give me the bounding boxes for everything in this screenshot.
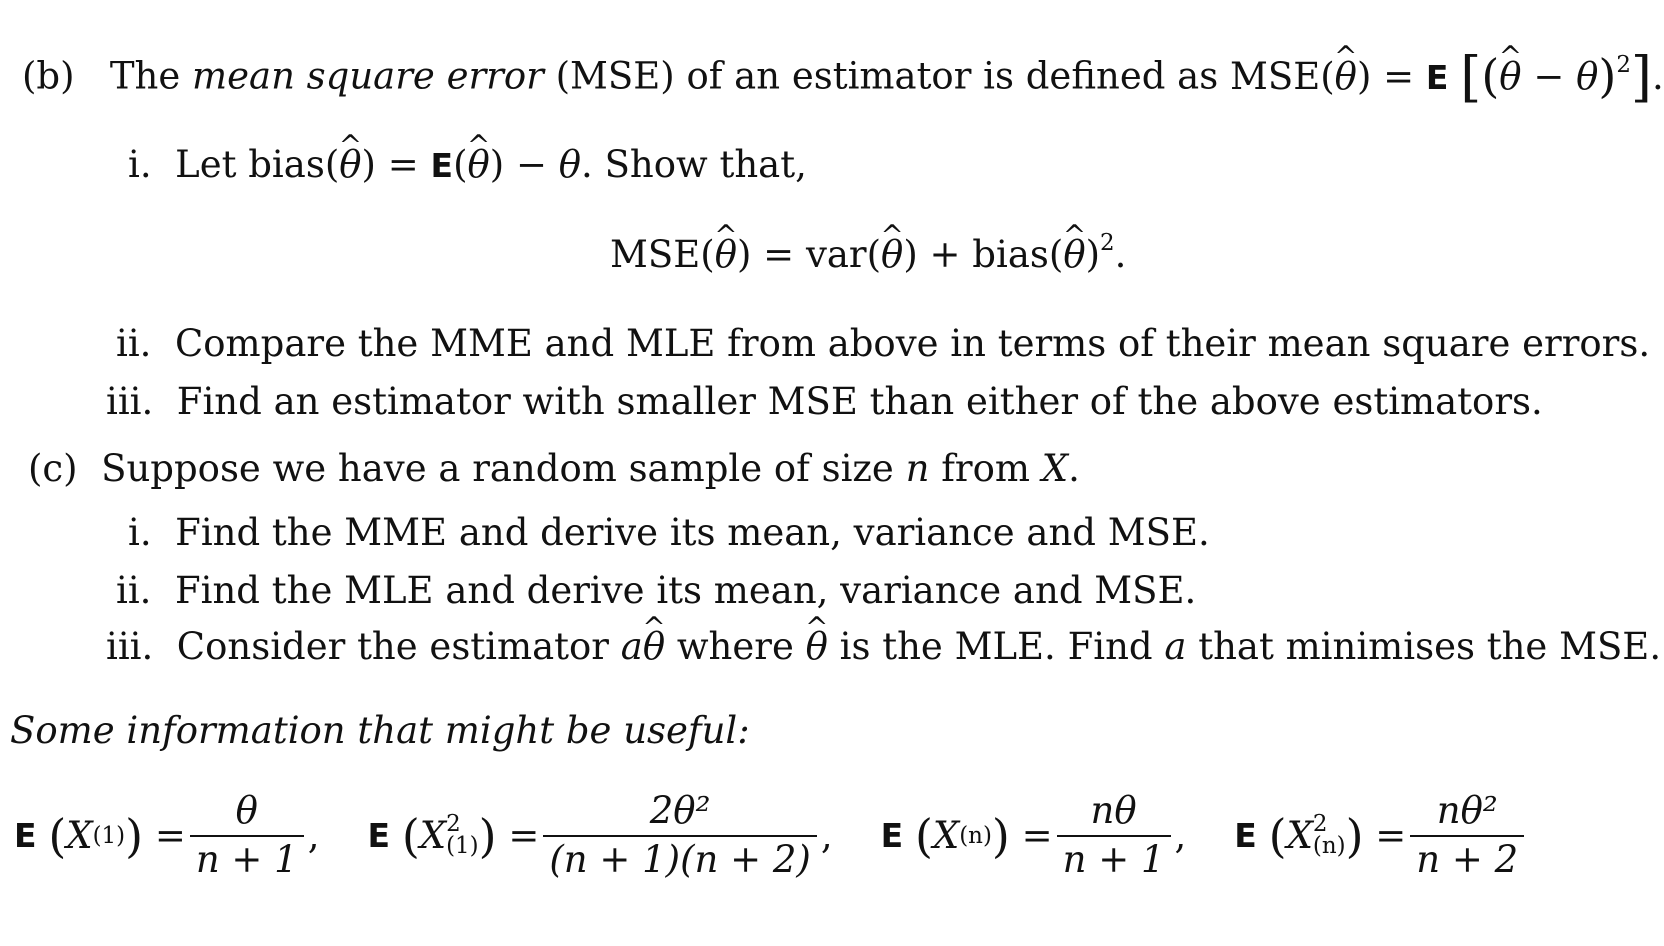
part-c-item-2: ii. Find the MLE and derive its mean, variance and MSE. xyxy=(116,569,1197,612)
formula-e-xn: E ( X (n) ) = $\frac{n\theta}{n + 1}$ , xyxy=(880,789,1187,881)
item-marker: ii. xyxy=(116,322,152,365)
part-c-item-3: iii. Consider the estimator aθ ^ where θ ^ is the MLE. Find a that minimises the MSE. xyxy=(106,628,1661,665)
item-marker: i. xyxy=(128,143,152,186)
part-b-item-3: iii. Find an estimator with smaller MSE than either of the above estimators. xyxy=(106,380,1543,423)
part-b-marker: (b) xyxy=(22,54,75,98)
part-b-statement xyxy=(22,45,1664,108)
info-heading: Some information that might be useful: xyxy=(10,709,750,752)
item-marker: iii. xyxy=(106,625,154,668)
part-c-item-1: i. Find the MME and derive its mean, variance and MSE. xyxy=(128,511,1210,554)
part-b-text-post: (MSE) of an estimator is defined as xyxy=(555,54,1219,98)
part-b-text-pre: The xyxy=(109,54,181,98)
mse-decomposition-equation: MSE(θ ^) = var(θ ^) + bias(θ ^)$^2$. xyxy=(610,236,1126,273)
formula-e-x1: E ( X (1) ) = $\frac{\theta}{n + 1}$ , xyxy=(14,789,320,881)
formula-e-x1-squared: E ( X 2 (1) ) = $\frac{\text{2θ²}}{(n + 1)(n + 2)}$ , xyxy=(367,789,833,881)
item-marker: iii. xyxy=(106,380,154,423)
part-b-item-1: i. Let bias(θ ^) = E(θ ^) − θ. Show that, xyxy=(128,146,807,183)
mse-definition-formula: MSE(θ ^) = E [(θ ^ − θ)$^2$]. xyxy=(1230,55,1664,98)
part-c-marker: (c) xyxy=(28,447,78,490)
item-marker: i. xyxy=(128,511,152,554)
bias-definition: bias(θ ^) = E(θ ^) − θ. xyxy=(248,143,593,186)
order-statistic-moments xyxy=(14,789,1528,881)
part-b-item-2: ii. Compare the MME and MLE from above in terms of their mean square errors. xyxy=(116,322,1651,365)
part-b-term: mean square error xyxy=(192,54,544,98)
item-marker: ii. xyxy=(116,569,152,612)
part-c-statement: (c) Suppose we have a random sample of size n from X. xyxy=(28,447,1080,490)
formula-e-xn-squared: E ( X 2 (n) ) = $\frac{\text{nθ²}}{n + 2}$ xyxy=(1234,792,1528,880)
